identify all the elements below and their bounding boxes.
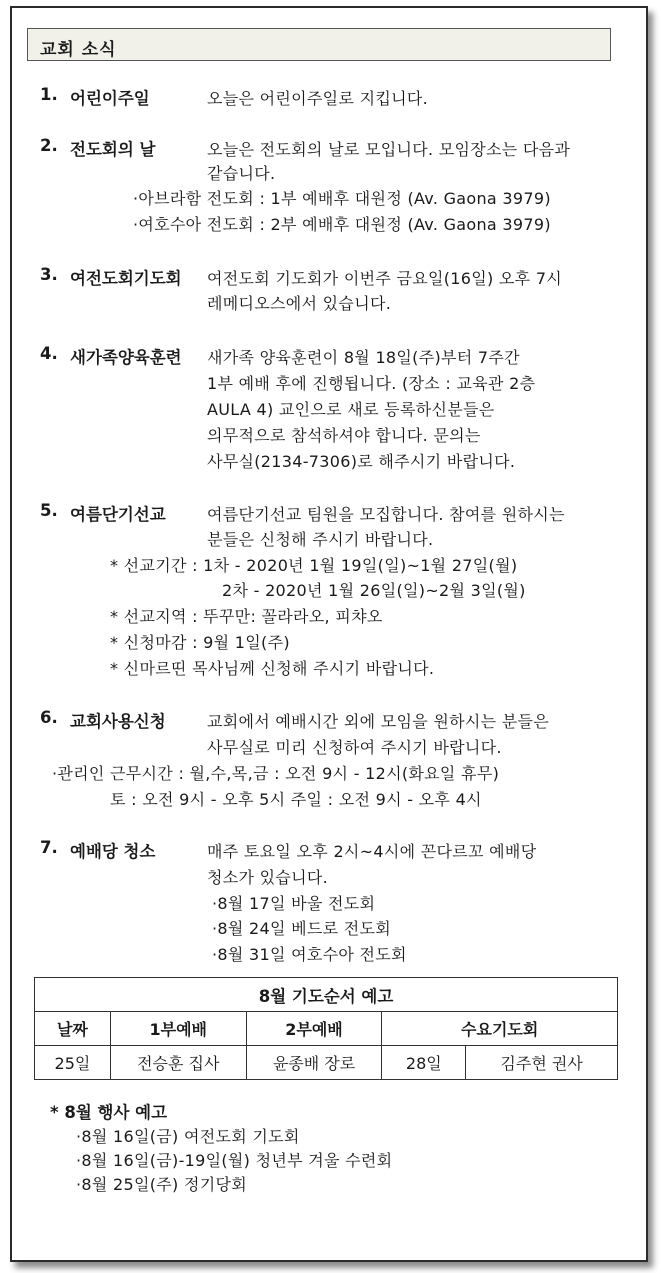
item-heading: 여름단기선교 bbox=[70, 505, 166, 524]
table-header: 1부예배 bbox=[110, 1012, 246, 1046]
section-title: 교회 소식 bbox=[40, 40, 117, 60]
item-subtext: * 신마르띤 목사님께 신청해 주시기 바랍니다. bbox=[110, 659, 435, 678]
table-cell: 윤종배 장로 bbox=[246, 1046, 382, 1080]
event-item: ·8월 16일(금) 여전도회 기도회 bbox=[76, 1127, 300, 1146]
item-heading: 교회사용신청 bbox=[70, 712, 166, 731]
item-subtext: ·8월 17일 바울 전도회 bbox=[212, 894, 376, 913]
events-heading: * 8월 행사 예고 bbox=[50, 1103, 168, 1122]
event-item: ·8월 16일(금)-19일(월) 청년부 겨울 수련회 bbox=[76, 1151, 393, 1170]
item-subtext: ·여호수아 전도회 : 2부 예배후 대원정 (Av. Gaona 3979) bbox=[133, 215, 551, 234]
item-text: 교회에서 예배시간 외에 모임을 원하시는 분들은 bbox=[207, 712, 550, 731]
item-text: 여름단기선교 팀원을 모집합니다. 참여를 원하시는 bbox=[207, 505, 565, 524]
item-number: 1. bbox=[40, 85, 58, 104]
item-text: 매주 토요일 오후 2시~4시에 꼰다르꼬 예배당 bbox=[207, 842, 537, 861]
item-subtext: ·아브라함 전도회 : 1부 예배후 대원정 (Av. Gaona 3979) bbox=[133, 189, 551, 208]
item-heading: 어린이주일 bbox=[70, 89, 150, 108]
item-subtext: * 선교지역 : 뚜꾸만: 꼴라라오, 피챠오 bbox=[110, 607, 383, 626]
table-title: 8월 기도순서 예고 bbox=[35, 978, 618, 1012]
item-heading: 예배당 청소 bbox=[70, 842, 156, 861]
table-header: 2부예배 bbox=[246, 1012, 382, 1046]
item-text: 같습니다. bbox=[207, 164, 276, 183]
item-text: 1부 예배 후에 진행됩니다. (장소 : 교육관 2층 bbox=[207, 374, 536, 393]
table-header: 수요기도회 bbox=[382, 1012, 618, 1046]
item-text: 사무실로 미리 신청하여 주시기 바랍니다. bbox=[207, 738, 502, 757]
section-header bbox=[27, 28, 611, 61]
table-cell: 28일 bbox=[382, 1046, 466, 1080]
item-text: 의무적으로 참석하셔야 합니다. 문의는 bbox=[207, 426, 481, 445]
item-subtext: ·8월 24일 베드로 전도회 bbox=[212, 919, 392, 938]
item-number: 3. bbox=[40, 265, 58, 284]
item-text: 새가족 양육훈련이 8월 18일(주)부터 7주간 bbox=[207, 348, 520, 367]
item-number: 6. bbox=[40, 708, 58, 727]
item-heading: 여전도회기도회 bbox=[70, 269, 182, 288]
item-text: 오늘은 어린이주일로 지킵니다. bbox=[207, 89, 428, 108]
item-subtext: * 신청마감 : 9월 1일(주) bbox=[110, 633, 290, 652]
item-text: 여전도회 기도회가 이번주 금요일(16일) 오후 7시 bbox=[207, 269, 563, 288]
event-item: ·8월 25일(주) 정기당회 bbox=[76, 1175, 247, 1194]
item-subtext: 토 : 오전 9시 - 오후 5시 주일 : 오전 9시 - 오후 4시 bbox=[110, 790, 482, 809]
item-text: 청소가 있습니다. bbox=[207, 868, 329, 887]
item-text: 오늘은 전도회의 날로 모입니다. 모임장소는 다음과 bbox=[207, 140, 571, 159]
table-cell: 25일 bbox=[35, 1046, 111, 1080]
table-cell: 김주현 권사 bbox=[466, 1046, 618, 1080]
item-number: 5. bbox=[40, 501, 58, 520]
item-text: 레메디오스에서 있습니다. bbox=[207, 294, 392, 313]
item-heading: 새가족양육훈련 bbox=[70, 348, 182, 367]
item-subtext: ·8월 31일 여호수아 전도회 bbox=[212, 945, 407, 964]
item-number: 2. bbox=[40, 136, 58, 155]
item-heading: 전도회의 날 bbox=[70, 140, 156, 159]
item-text: 사무실(2134-7306)로 해주시기 바랍니다. bbox=[207, 452, 516, 471]
table-header: 날짜 bbox=[35, 1012, 111, 1046]
prayer-schedule-table bbox=[34, 977, 618, 1080]
item-text: AULA 4) 교인으로 새로 등록하신분들은 bbox=[207, 400, 495, 419]
table-cell: 전승훈 집사 bbox=[110, 1046, 246, 1080]
item-subtext: ·관리인 근무시간 : 월,수,목,금 : 오전 9시 - 12시(화요일 휴무) bbox=[52, 764, 500, 783]
item-text: 분들은 신청해 주시기 바랍니다. bbox=[207, 530, 434, 549]
item-number: 4. bbox=[40, 344, 58, 363]
item-subtext: * 선교기간 : 1차 - 2020년 1월 19일(일)~1월 27일(월) bbox=[110, 556, 518, 575]
item-number: 7. bbox=[40, 838, 58, 857]
item-subtext: 2차 - 2020년 1월 26일(일)~2월 3일(월) bbox=[222, 581, 526, 600]
